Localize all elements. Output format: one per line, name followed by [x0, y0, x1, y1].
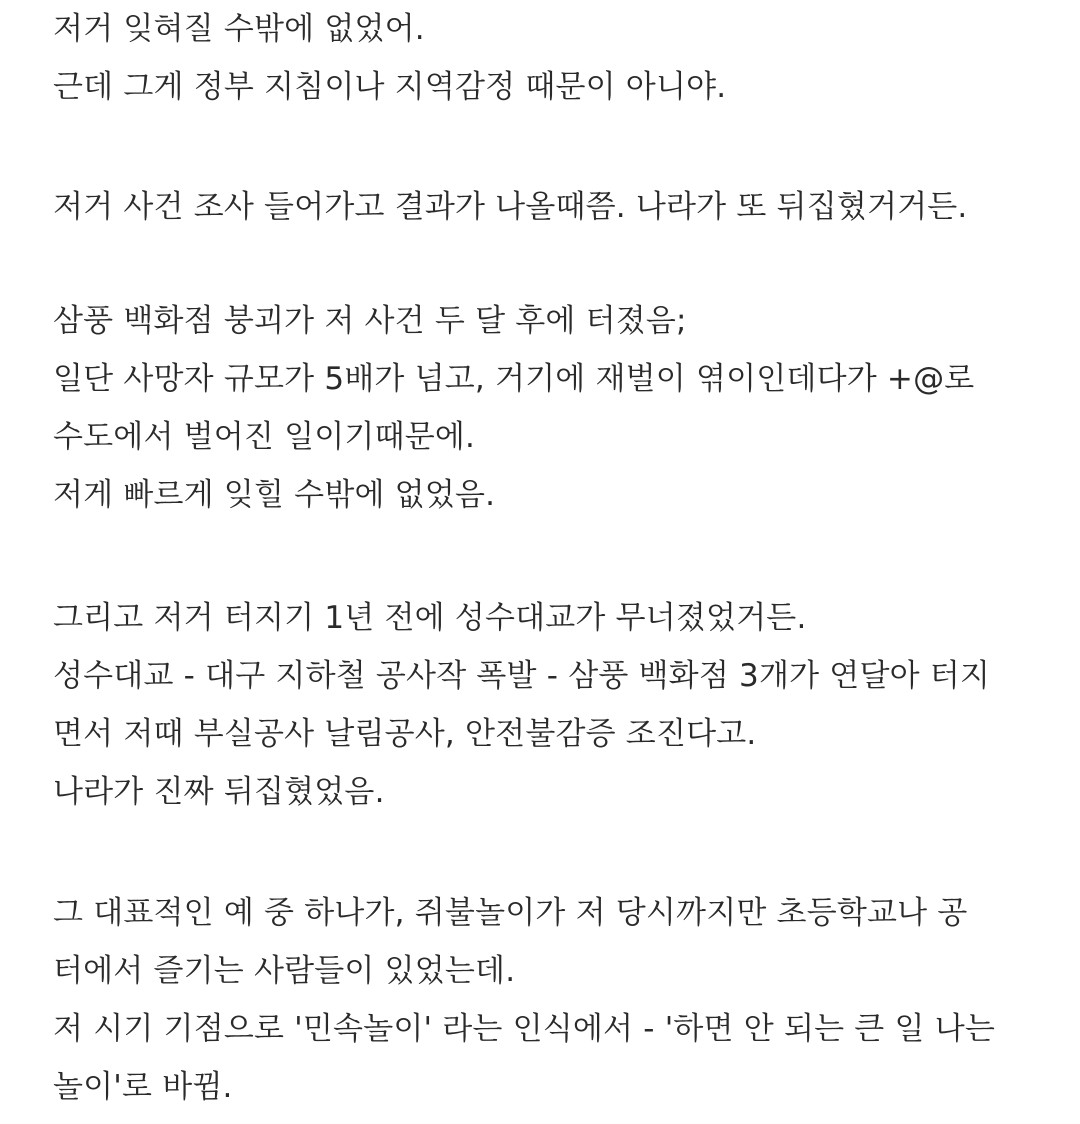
paragraph-2: [53, 178, 967, 236]
text-line: 그 대표적인 예 중 하나가, 쥐불놀이가 저 당시까지만 초등학교나 공: [53, 895, 968, 931]
paragraph-3: [53, 292, 974, 524]
paragraph-4: [53, 589, 990, 821]
text-line: 근데 그게 정부 지침이나 지역감정 때문이 아니야.: [53, 69, 727, 105]
text-line: 저 시기 기점으로 '민속놀이' 라는 인식에서 - '하면 안 되는 큰 일 나는: [53, 1011, 995, 1047]
paragraph-5: [53, 884, 995, 1116]
text-line: 저거 사건 조사 들어가고 결과가 나올때쯤. 나라가 또 뒤집혔거거든.: [53, 189, 968, 225]
text-line: 나라가 진짜 뒤집혔었음.: [53, 774, 385, 810]
text-line: 면서 저때 부실공사 날림공사, 안전불감증 조진다고.: [53, 716, 757, 752]
text-line: 놀이'로 바뀜.: [53, 1069, 233, 1105]
text-line: 저게 빠르게 잊힐 수밖에 없었음.: [53, 477, 496, 513]
text-line: 터에서 즐기는 사람들이 있었는데.: [53, 953, 516, 989]
text-line: 성수대교 - 대구 지하철 공사작 폭발 - 삼풍 백화점 3개가 연달아 터지: [53, 658, 991, 694]
text-line: 수도에서 벌어진 일이기때문에.: [53, 419, 476, 455]
text-line: 그리고 저거 터지기 1년 전에 성수대교가 무너졌었거든.: [53, 600, 807, 636]
text-line: 일단 사망자 규모가 5배가 넘고, 거기에 재벌이 엮이인데다가 +@로: [53, 361, 975, 397]
text-line: 저거 잊혀질 수밖에 없었어.: [53, 11, 425, 47]
paragraph-1: [53, 0, 726, 116]
text-line: 삼풍 백화점 붕괴가 저 사건 두 달 후에 터졌음;: [53, 303, 687, 339]
